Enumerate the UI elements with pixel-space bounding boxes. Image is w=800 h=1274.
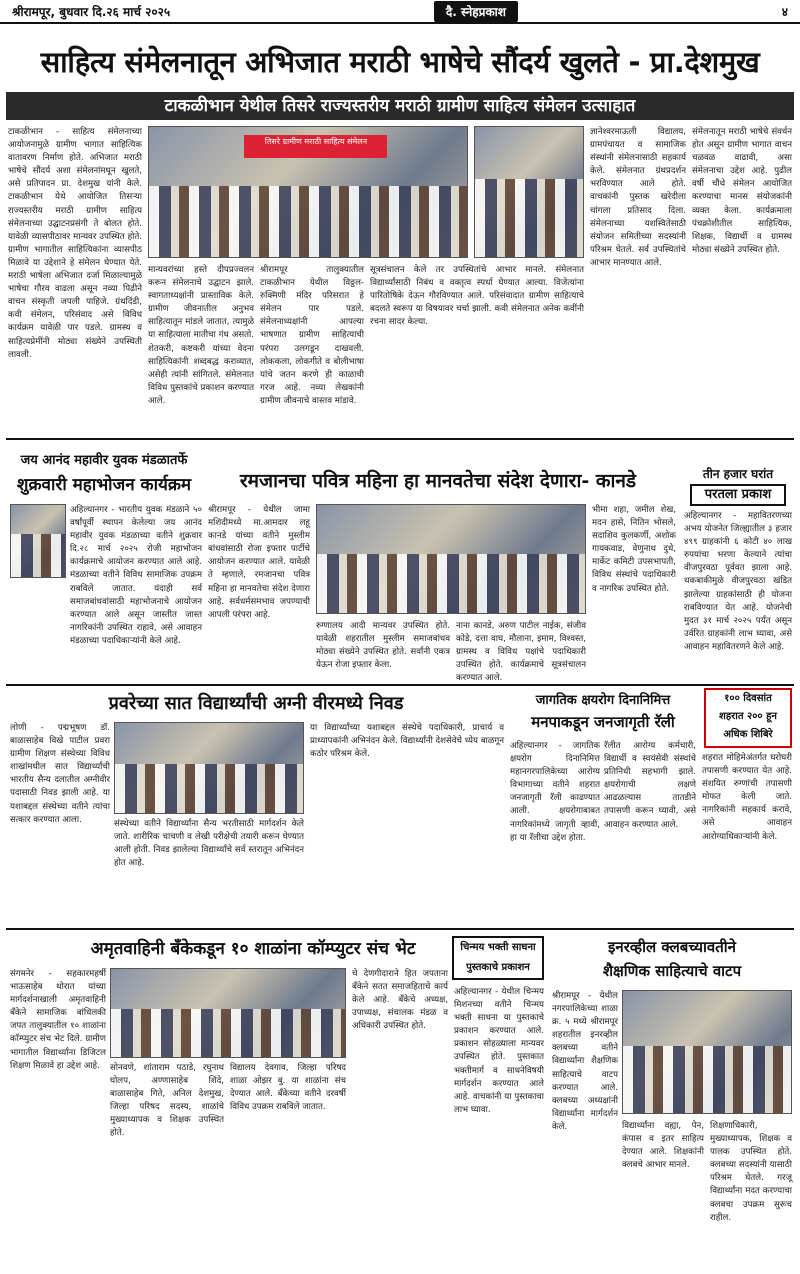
dateline: श्रीरामपूर, बुधवार दि.२६ मार्च २०२५ [12, 4, 171, 19]
students-column-3: या विद्यार्थ्यांच्या यशाबद्दल संस्थेचे पदाधिकारी, प्राचार्य व प्राध्यापकांनी अभिनंदन केले. विद्यार्थ्यांनी देशसेवेचे ध्येय बाळगून कठोर परिश्रम केले. [310, 723, 504, 760]
students-column-1: लोणी - पद्मभूषण डॉ. बाळासाहेब विखे पाटील प्रवरा ग्रामीण शिक्षण संस्थेच्या विविध शाखांमधील सात विद्यार्थ्यांची भारतीय सैन्य दलातील अग्नीवीर पदासाठी निवड झाली आहे. या यशाबद्दल संस्थेच्या वतीने त्यांचा सत्कार करण्यात आला. [10, 723, 110, 825]
ramzan-column-2: रुग्णालय आदी मान्यवर उपस्थित होते. यावेळी शहरातील मुस्लीम समाजबांधव मोठ्या संख्येने उपस्थित होते. सर्वांनी एकत्र येऊन रोजा इफ्तार केला. [316, 621, 450, 671]
lead-column-1: टाकळीभान - साहित्य संमेलनाच्या आयोजनामुळे ग्रामीण भागात साहित्यिक वातावरण निर्माण होते. अभिजात मराठी भाषेचे सौंदर्य अशा संमेलनांमधून खुलते, असे प्रतिपादन प्रा. देशमुख यांनी केले. टाकळीभान येथे आयोजित तिसऱ्या राज्यस्तरीय मराठी ग्रामीण साहित्य संमेलनाच्या उद्घाटनप्रसंगी ते बोलत होते. यावेळी व्यासपीठावर मान्यवर उपस्थित होते. ग्रामीण भागातील साहित्यिकांना व्यासपीठ मिळावे या उद्देशाने हे संमेलन घेण्यात येते. मराठी भाषेला अभिजात दर्जा मिळाल्यामुळे भाषेचा गौरव वाढला असून नव्या पिढीने वाचन संस्कृती जपली पाहिजे. ग्रंथदिंडी, कवी संमेलन, परिसंवाद असे विविध कार्यक्रम यावेळी पार पडले. ग्रामस्थ व साहित्यप्रेमींनी मोठ्या संख्येने उपस्थिती लावली. [8, 127, 142, 360]
mahavir-title-line2: शुक्रवारी महाभोजन कार्यक्रम [16, 475, 192, 495]
rally-headline-line1: जागतिक क्षयरोग दिनानिमित्त [535, 693, 671, 708]
rally-column-3: शहरात मोहिमेअंतर्गत घरोघरी तपासणी करण्यात येत आहे. संशयित रुग्णांची तपासणी मोफत केली जाते. नागरिकांनी सहकार्य करावे, असे आवाहन आरोग्याधिकाऱ्यांनी केले. [702, 753, 792, 842]
lead-headline: साहित्य संमेलनातून अभिजात मराठी भाषेचे सौंदर्य खुलते - प्रा.देशमुख [40, 45, 760, 79]
innerwheel-headline-line1: इनरव्हील क्लबच्यावतीने [608, 938, 736, 956]
innerwheel-column-3: शिक्षणाधिकारी, मुख्याध्यापक, शिक्षक व पालक उपस्थित होते. क्लबच्या सदस्यांनी यासाठी परिश्रम घेतले. गरजू विद्यार्थ्यांना मदत करण्याचा क्लबचा उपक्रम सुरूच राहील. [710, 1121, 792, 1223]
ramzan-column-4: भीमा शहा, जमील शेख, मदन हासे, नितिन भोसले, सदाशिव कुलकर्णी, अशोक गायकवाड, वेणुनाथ दुधे, मार्केट कमिटी उपसभापती, विविध संस्थांचे पदाधिकारी व नागरिक उपस्थित होते. [592, 505, 676, 594]
innerwheel-column-2: विद्यार्थ्यांना वह्या, पेन, कंपास व इतर साहित्य देण्यात आले. शिक्षकांनी क्लबचे आभार मानले. [622, 1121, 704, 1171]
rally-headline-line2: मनपाकडून जनजागृती रॅली [531, 713, 675, 731]
computers-headline: अमृतवाहिनी बँकेकडून १० शाळांना कॉम्प्युटर संच भेट [90, 939, 416, 959]
page-number: ४ [781, 4, 788, 19]
chinmay-title-line1: चिन्मय भक्ती साधना [460, 942, 536, 953]
innerwheel-photo [622, 990, 792, 1114]
newspaper-topbar [0, 0, 800, 24]
lead-photo-speaker [474, 126, 584, 258]
mahavir-body: अहिल्यानगर - भारतीय युवक मंडळाने ५० वर्षांपूर्वी स्थापन केलेल्या जय आनंद महावीर युवक मंडळाच्या वतीने शुक्रवार दि.२८ मार्च २०२५ रोजी महाभोजन कार्यक्रमाचे आयोजन करण्यात आले आहे. मंडळाच्या वतीने विविध सामाजिक उपक्रम राबविले जातात. यंदाही सर्व समाजबांधवांसाठी महाभोजनाचे आयोजन करण्यात आले असून जास्तीत जास्त नागरिकांनी उपस्थित राहावे, असे आवाहन मंडळाच्या पदाधिकाऱ्यांनी केले आहे. [70, 505, 202, 646]
photo-banner: तिसरे ग्रामीण मराठी साहित्य संमेलन [244, 135, 387, 158]
newspaper-brand: दै. स्नेहप्रकाश [434, 1, 518, 22]
rally-column-1: अहिल्यानगर - जागतिक क्षयरोग दिनानिमित्त महानगरपालिकेच्या आरोग्य विभागाच्या वतीने शहरात जनजागृती रॅली काढण्यात आली. क्षयरोगाबाबत नागरिकांमध्ये जागृती व्हावी, हा या रॅलीचा उद्देश होता. [510, 741, 600, 843]
chinmay-title-line2: पुस्तकाचे प्रकाशन [466, 962, 530, 973]
ramzan-headline: रमजानचा पवित्र महिना हा मानवतेचा संदेश देणारा- कानडे [239, 470, 637, 492]
camps-line1: १०० दिवसांत [724, 693, 772, 704]
lead-photo-stage [148, 126, 468, 258]
rally-column-2: रॅलीत आरोग्य कर्मचारी, विद्यार्थी व स्वयंसेवी संस्थांचे प्रतिनिधी सहभागी झाले. क्षयरोगाची लक्षणे आढळल्यास तातडीने तपासणी करून घ्यावी, असे आवाहन करण्यात आले. [604, 741, 696, 830]
lead-column-6: संमेलनातून मराठी भाषेचे संवर्धन होत असून ग्रामीण भागात वाचन चळवळ वाढावी, असा संमेलनाचा उद्देश आहे. पुढील वर्षी चौथे संमेलन आयोजित करण्याचा मानस संयोजकांनी व्यक्त केला. कार्यक्रमाला पंचक्रोशीतील साहित्यिक, शिक्षक, विद्यार्थी व ग्रामस्थ मोठ्या संख्येने उपस्थित होते. [692, 127, 792, 255]
mahavir-title-line1: जय आनंद महावीर युवक मंडळातर्फे [20, 453, 188, 468]
lead-column-5: ज्ञानेश्वरमाऊली विद्यालय, ग्रामपंचायत व सामाजिक संस्थांनी संमेलनासाठी सहकार्य केले. संमेलनात ग्रंथप्रदर्शन भरविण्यात आले होते. वाचकांनी पुस्तक खरेदीला चांगला प्रतिसाद दिला. संमेलनाच्या यशस्वितेसाठी संयोजन समितीच्या सदस्यांनी परिश्रम घेतले. सर्व उपस्थितांचे आभार मानण्यात आले. [590, 127, 686, 268]
camps-line2: शहरात २०० हून [719, 711, 777, 722]
mahavir-portrait [10, 504, 66, 578]
electricity-title-line2: परतला प्रकाश [690, 484, 786, 506]
computers-column-1: संगमनेर - सहकारमहर्षी भाऊसाहेब थोरात यांच्या मार्गदर्शनाखाली अमृतवाहिनी बँकेने सामाजिक बांधिलकी जपत तालुक्यातील १० शाळांना कॉम्प्युटर संच भेट दिले. ग्रामीण भागातील विद्यार्थ्यांना डिजिटल शिक्षण मिळावे हा उद्देश आहे. [10, 969, 106, 1071]
section-divider [6, 438, 794, 440]
students-photo [114, 722, 304, 814]
chinmay-body: अहिल्यानगर - येथील चिन्मय मिशनच्या वतीने चिन्मय भक्ती साधना या पुस्तकाचे प्रकाशन करण्यात आले. प्रकाशन सोहळ्याला मान्यवर उपस्थित होते. पुस्तकात भक्तीमार्ग व साधनेविषयी मार्गदर्शन करण्यात आले आहे. वाचकांनी या पुस्तकाचा लाभ घ्यावा. [454, 987, 544, 1115]
photo-speaker-figure [475, 179, 583, 257]
students-headline: प्रवरेच्या सात विद्यार्थ्यांची अग्नी वीरमध्ये निवड [108, 693, 404, 714]
computers-column-4: चे देणगीदाराने हित जपताना बँकेने सतत समाजहिताचे कार्य केले आहे. बँकेचे अध्यक्ष, उपाध्यक्ष, संचालक मंडळ व अधिकारी उपस्थित होते. [352, 969, 448, 1032]
ramzan-photo [316, 504, 586, 614]
lead-column-4: सूत्रसंचालन केले तर उपस्थितांचे आभार मानले. संमेलनात विद्यार्थ्यांसाठी निबंध व वक्तृत्व स्पर्धा घेण्यात आल्या. विजेत्यांना पारितोषिके देऊन गौरविण्यात आले. परिसंवादात ग्रामीण साहित्याचे बदलते स्वरूप या विषयावर चर्चा झाली. कवी संमेलनात अनेक कवींनी रचना सादर केल्या. [370, 265, 584, 328]
section-divider-3 [6, 928, 794, 930]
chinmay-title-box [452, 936, 544, 980]
electricity-title-line1: तीन हजार घरांत [702, 467, 774, 481]
photo-people [149, 186, 467, 258]
computers-column-2: सोनवणे, शांताराम पठाडे, रघुनाथ घोलप, अण्णासाहेब शिंदे, बाळासाहेब गिते, अनिल देशमुख, जिल्हा परिषद सदस्य, शाळांचे मुख्याध्यापक व शिक्षक उपस्थित होते. [110, 1063, 224, 1139]
lead-column-3: श्रीरामपूर तालुक्यातील टाकळीभान येथील विठ्ठल-रुक्मिणी मंदिर परिसरात हे संमेलन पार पडले. संमेलनाध्यक्षांनी आपल्या भाषणात ग्रामीण साहित्याची परंपरा उलगडून दाखवली. लोककला, लोकगीते व बोलीभाषा यांचे जतन करणे ही काळाची गरज आहे. नव्या लेखकांनी ग्रामीण जीवनाचे वास्तव मांडावे. [260, 265, 364, 406]
innerwheel-column-1: श्रीरामपूर - येथील नगरपालिकेच्या शाळा क्र. ५ मध्ये श्रीरामपूर शहरातील इनरव्हील क्लबच्या वतीने विद्यार्थ्यांना शैक्षणिक साहित्याचे वाटप करण्यात आले. क्लबच्या अध्यक्षांनी विद्यार्थ्यांना मार्गदर्शन केले. [552, 991, 618, 1132]
students-column-2: संस्थेच्या वतीने विद्यार्थ्यांना सैन्य भरतीसाठी मार्गदर्शन केले जाते. शारीरिक चाचणी व लेखी परीक्षेची तयारी करून घेण्यात आली होती. निवड झालेल्या विद्यार्थ्यांचे सर्व स्तरातून अभिनंदन होत आहे. [114, 819, 304, 869]
ramzan-column-1: श्रीरामपूर - येथील जामा मशिदीमध्ये मा.आमदार लहू कानडे यांच्या वतीने मुस्लीम बांधवांसाठी रोजा इफ्तार पार्टीचे आयोजन करण्यात आले. यावेळी ते म्हणाले, रमजानचा पवित्र महिना हा मानवतेचा संदेश देणारा आहे. सर्वधर्मसमभाव जपण्याची आपली परंपरा आहे. [208, 505, 310, 620]
electricity-body: अहिल्यानगर - महावितरणच्या अभय योजनेत जिल्ह्यातील ३ हजार ४९९ ग्राहकांनी ६ कोटी ४० लाख रुपयांचा भरणा केल्याने त्यांचा वीजपुरवठा पूर्ववत झाला आहे. थकबाकीमुळे वीजपुरवठा खंडित झालेल्या ग्राहकांसाठी ही योजना राबविण्यात येत आहे. योजनेची मुदत ३१ मार्च २०२५ पर्यंत असून उर्वरित ग्राहकांनी लाभ घ्यावा, असे आवाहन महावितरणने केले आहे. [684, 511, 792, 652]
ramzan-column-3: नाना कानडे, अरुण पाटील नाईक, संजीव कोडे, दत्ता वाघ, मौलाना, इमाम, विश्वस्त, ग्रामस्थ व विविध पक्षांचे पदाधिकारी उपस्थित होते. कार्यक्रमाचे सूत्रसंचालन करण्यात आले. [456, 621, 586, 684]
computers-column-3: विद्यालय देवगाव, जिल्हा परिषद शाळा ओझर बु. या शाळांना संच देण्यात आले. बँकेच्या वतीने दरवर्षी विविध उपक्रम राबविले जातात. [230, 1063, 346, 1113]
section-divider-2 [6, 684, 794, 686]
camps-callout [704, 688, 792, 748]
lead-column-2: मान्यवरांच्या हस्ते दीपप्रज्वलन करून संमेलनाचे उद्घाटन झाले. स्वागताध्यक्षांनी प्रास्ताविक केले. ग्रामीण जीवनातील अनुभव साहित्यातून मांडले जातात, त्यामुळे या साहित्याला मातीचा गंध असतो. शेतकरी, कष्टकरी यांच्या वेदना साहित्यिकांनी शब्दबद्ध कराव्यात, असेही त्यांनी सांगितले. संमेलनात विविध पुस्तकांचे प्रकाशन करण्यात आले. [148, 265, 254, 406]
camps-line3: अधिक शिबिरे [723, 729, 773, 740]
computers-photo [110, 968, 346, 1058]
lead-subheadline: टाकळीभान येथील तिसरे राज्यस्तरीय मराठी ग्रामीण साहित्य संमेलन उत्साहात [6, 92, 794, 120]
innerwheel-headline-line2: शैक्षणिक साहित्याचे वाटप [602, 962, 742, 980]
